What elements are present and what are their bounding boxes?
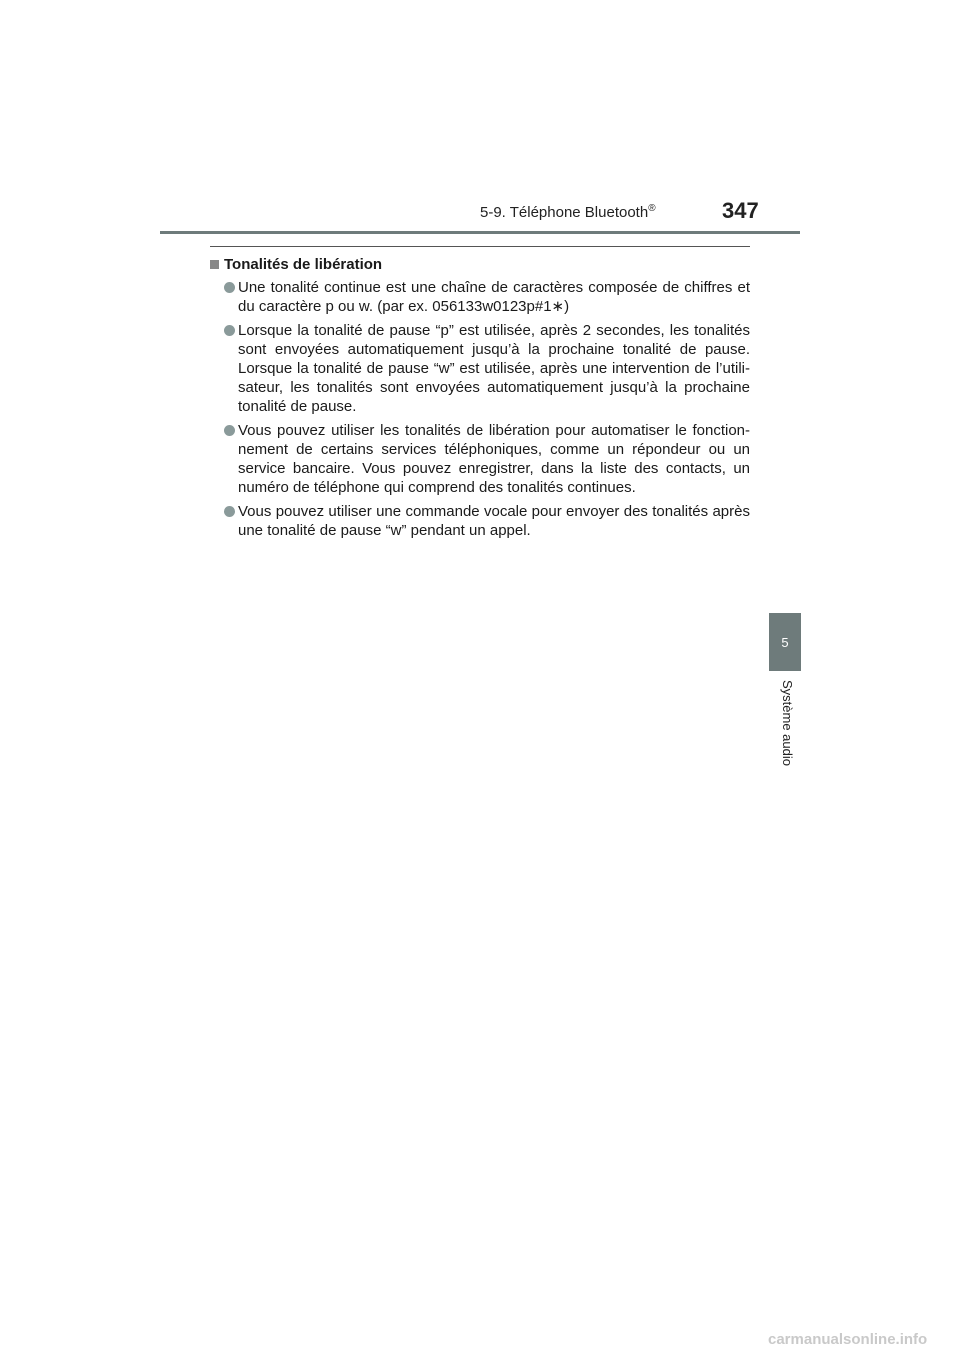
circle-bullet-icon: [224, 506, 235, 517]
page-number: 347: [722, 198, 759, 223]
list-item: [210, 421, 750, 497]
watermark: carmanualsonline.info: [768, 1331, 928, 1348]
list-item-text: Vous pouvez utiliser une commande vocale pour envoyer des tonalités après une tonalité de pause “w” pendant un appel.: [238, 503, 750, 539]
main-content: [210, 255, 750, 545]
section-heading-text: Tonalités de libération: [224, 256, 383, 273]
list-item-text: Une tonalité continue est une chaîne de caractères composée de chiffres et du caractère p ou w. (par ex. 056133w0123p#1∗): [238, 279, 750, 315]
list-item: [210, 321, 750, 416]
list-item-text: Lorsque la tonalité de pause “p” est utilisée, après 2 secondes, les tonalités sont envoyées automatiquement jusqu’à la prochaine tonalité de pause. Lorsque la tonalité de pause “w” est utilisée, après une intervention de l’utili-sateur, les tonalités sont envoyées automatiquement jusqu’à la prochaine tonalité de pause.: [238, 322, 750, 415]
chapter-tab: [769, 613, 801, 671]
square-bullet-icon: [210, 260, 219, 269]
registered-mark: ®: [648, 203, 656, 214]
list-item: [210, 278, 750, 316]
section-rule: [210, 246, 750, 247]
list-item: [210, 502, 750, 540]
chapter-title: Système audio: [780, 680, 795, 766]
section-heading: [210, 255, 750, 274]
header-section-title: [480, 203, 656, 221]
list-item-text: Vous pouvez utiliser les tonalités de libération pour automatiser le fonction-nement de certains services téléphoniques, comme un répondeur ou un service bancaire. Vous pouvez enregistrer, dans la liste des contacts, un numéro de téléphone qui comprend des tonalités continues.: [238, 422, 750, 496]
circle-bullet-icon: [224, 425, 235, 436]
circle-bullet-icon: [224, 325, 235, 336]
chapter-number: 5: [781, 634, 789, 650]
circle-bullet-icon: [224, 282, 235, 293]
section-title-text: 5-9. Téléphone Bluetooth: [480, 204, 649, 221]
header-rule: [160, 231, 800, 234]
